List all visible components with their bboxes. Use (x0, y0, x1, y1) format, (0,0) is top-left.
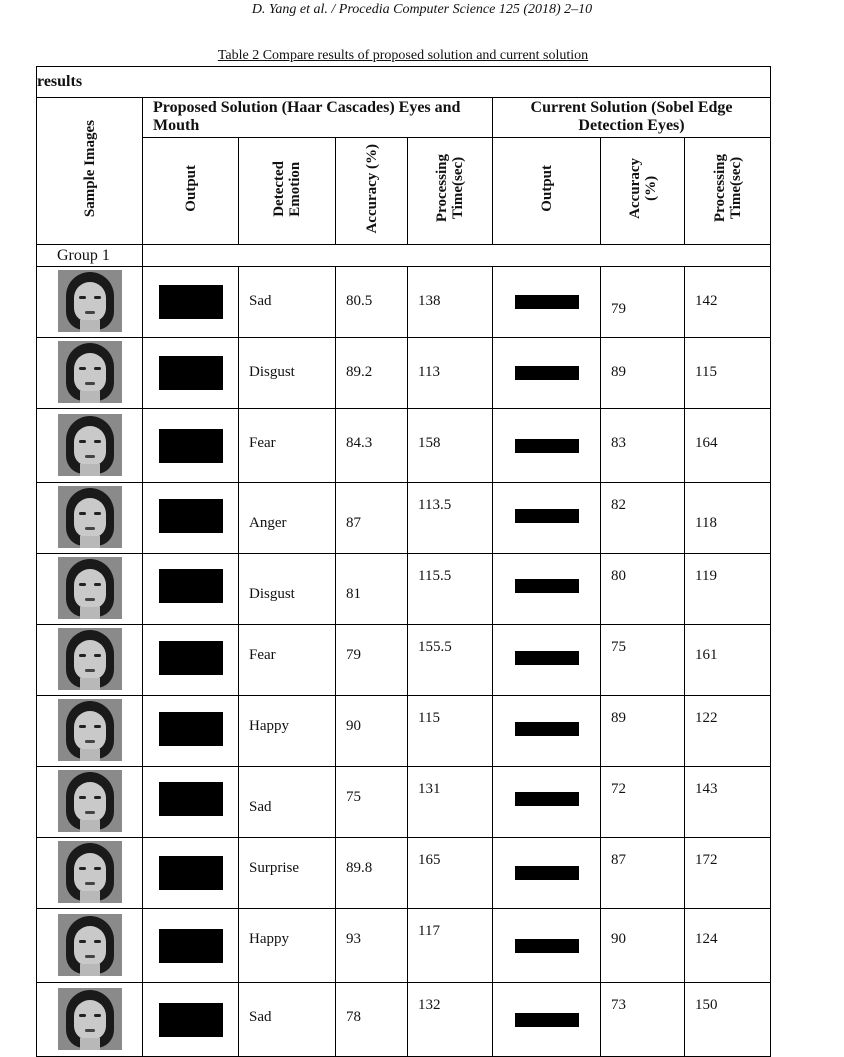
current-processing-time-cell-text: 124 (695, 931, 718, 947)
table-row (37, 909, 771, 983)
sobel-output-image (515, 651, 579, 665)
current-processing-time-cell-text: 172 (695, 852, 718, 868)
current-output-cell (493, 625, 601, 696)
current-accuracy-cell-text: 75 (611, 639, 626, 655)
haar-output-image (159, 782, 223, 816)
current-accuracy-label (627, 158, 659, 219)
accuracy-cell-text: 84.3 (346, 435, 373, 451)
sobel-output-image (515, 722, 579, 736)
sample-face-image (58, 628, 122, 690)
current-output-cell (493, 483, 601, 554)
current-solution-header: Current Solution (Sobel Edge Detection Eyes) (493, 98, 771, 138)
emotion-cell-text: Happy (249, 718, 289, 734)
current-processing-time-cell-text: 118 (695, 515, 717, 531)
proposed-output-cell (143, 767, 239, 838)
proposed-output-cell (143, 267, 239, 338)
haar-output-image (159, 929, 223, 963)
current-processing-time-header (685, 138, 771, 245)
ptime-label-2: Time(sec) (450, 157, 466, 220)
sample-face-image (58, 270, 122, 332)
sample-face-image (58, 414, 122, 476)
processing-time-cell (408, 409, 493, 483)
cur-ptime-label-1: Processing (711, 154, 728, 223)
current-accuracy-cell-text: 80 (611, 568, 626, 584)
current-output-label: Output (538, 165, 555, 212)
sample-image-cell (37, 909, 143, 983)
sample-image-cell (37, 483, 143, 554)
current-accuracy-cell (601, 838, 685, 909)
current-accuracy-cell-text: 83 (611, 435, 626, 451)
current-accuracy-cell (601, 338, 685, 409)
accuracy-cell (336, 483, 408, 554)
current-processing-time-cell (685, 338, 771, 409)
processing-time-cell-text: 158 (418, 435, 441, 451)
cur-ptime-label-2: Time(sec) (727, 157, 744, 220)
current-processing-time-cell (685, 767, 771, 838)
haar-output-image (159, 1003, 223, 1037)
proposed-output-cell (143, 838, 239, 909)
processing-time-cell (408, 983, 493, 1057)
accuracy-cell (336, 983, 408, 1057)
processing-time-cell (408, 483, 493, 554)
haar-output-image (159, 356, 223, 390)
emotion-cell-text: Happy (249, 931, 289, 947)
sample-image-cell (37, 838, 143, 909)
caption-text: Table 2 Compare results of proposed solution and current solution (217, 48, 589, 63)
accuracy-cell-text: 75 (346, 789, 361, 805)
current-accuracy-cell-text: 90 (611, 931, 626, 947)
sobel-output-image (515, 439, 579, 453)
accuracy-cell-text: 90 (346, 718, 361, 734)
sample-image-cell (37, 767, 143, 838)
emotion-cell-text: Disgust (249, 586, 295, 602)
current-processing-time-cell (685, 554, 771, 625)
current-output-cell (493, 554, 601, 625)
accuracy-cell-text: 89.2 (346, 364, 373, 380)
table-row (37, 696, 771, 767)
table-row (37, 409, 771, 483)
emotion-cell-text: Surprise (249, 860, 299, 876)
emotion-cell-text: Sad (249, 1009, 272, 1025)
emotion-cell (239, 338, 336, 409)
current-processing-time-cell (685, 983, 771, 1057)
current-accuracy-cell-text: 73 (611, 997, 626, 1013)
current-processing-time-cell-text: 122 (695, 710, 718, 726)
current-output-cell (493, 909, 601, 983)
current-accuracy-cell-text: 72 (611, 781, 626, 797)
table-title: results (37, 67, 771, 98)
ptime-label-1: Processing (434, 154, 450, 223)
processing-time-label (434, 154, 466, 222)
table-caption (36, 48, 770, 64)
current-output-header (493, 138, 601, 245)
proposed-solution-header: Proposed Solution (Haar Cascades) Eyes and Mouth (143, 98, 493, 138)
current-processing-time-label (712, 154, 744, 222)
emotion-cell-text: Sad (249, 293, 272, 309)
sample-face-image (58, 486, 122, 548)
sobel-output-image (515, 1013, 579, 1027)
processing-time-cell-text: 115 (418, 710, 440, 726)
accuracy-label: Accuracy (%) (363, 143, 380, 234)
current-accuracy-cell-text: 82 (611, 497, 626, 513)
proposed-output-cell (143, 338, 239, 409)
sample-face-image (58, 770, 122, 832)
proposed-output-cell (143, 409, 239, 483)
emotion-cell (239, 983, 336, 1057)
table-row (37, 483, 771, 554)
proposed-output-cell (143, 554, 239, 625)
sample-face-image (58, 841, 122, 903)
sample-face-image (58, 699, 122, 761)
haar-output-image (159, 641, 223, 675)
current-output-cell (493, 838, 601, 909)
emotion-label-1: Detected (271, 160, 287, 217)
emotion-cell (239, 767, 336, 838)
table-row (37, 983, 771, 1057)
current-accuracy-cell (601, 696, 685, 767)
current-processing-time-cell (685, 267, 771, 338)
processing-time-cell-text: 117 (418, 923, 440, 939)
sample-face-image (58, 341, 122, 403)
current-output-cell (493, 267, 601, 338)
haar-output-image (159, 569, 223, 603)
current-output-cell (493, 696, 601, 767)
processing-time-header (408, 138, 493, 245)
processing-time-cell (408, 696, 493, 767)
table-row (37, 838, 771, 909)
current-accuracy-header (601, 138, 685, 245)
results-table (36, 66, 771, 1057)
sample-image-cell (37, 409, 143, 483)
accuracy-cell (336, 625, 408, 696)
processing-time-cell-text: 132 (418, 997, 441, 1013)
accuracy-cell-text: 87 (346, 515, 361, 531)
accuracy-cell (336, 554, 408, 625)
current-processing-time-cell (685, 409, 771, 483)
cur-acc-label-1: Accuracy (626, 158, 643, 219)
current-processing-time-cell (685, 483, 771, 554)
emotion-cell (239, 696, 336, 767)
current-processing-time-cell (685, 625, 771, 696)
current-output-cell (493, 983, 601, 1057)
processing-time-cell (408, 554, 493, 625)
current-accuracy-cell-text: 89 (611, 364, 626, 380)
current-processing-time-cell-text: 164 (695, 435, 718, 451)
haar-output-image (159, 429, 223, 463)
proposed-output-cell (143, 696, 239, 767)
output-label: Output (182, 165, 199, 212)
accuracy-cell-text: 78 (346, 1009, 361, 1025)
sample-face-image (58, 557, 122, 619)
processing-time-cell (408, 625, 493, 696)
processing-time-cell (408, 838, 493, 909)
group-label: Group 1 (37, 245, 143, 267)
current-accuracy-cell-text: 87 (611, 852, 626, 868)
current-processing-time-cell-text: 142 (695, 293, 718, 309)
haar-output-image (159, 285, 223, 319)
output-header (143, 138, 239, 245)
current-accuracy-cell (601, 983, 685, 1057)
accuracy-cell (336, 838, 408, 909)
sobel-output-image (515, 509, 579, 523)
processing-time-cell (408, 267, 493, 338)
current-accuracy-cell (601, 483, 685, 554)
sobel-output-image (515, 295, 579, 309)
current-processing-time-cell (685, 909, 771, 983)
current-processing-time-cell-text: 161 (695, 647, 718, 663)
current-processing-time-cell (685, 838, 771, 909)
current-accuracy-cell-text: 89 (611, 710, 626, 726)
cur-acc-label-2: (%) (642, 176, 659, 201)
proposed-output-cell (143, 983, 239, 1057)
accuracy-cell-text: 79 (346, 647, 361, 663)
current-accuracy-cell (601, 409, 685, 483)
emotion-cell (239, 909, 336, 983)
processing-time-cell-text: 115.5 (418, 568, 452, 584)
haar-output-image (159, 856, 223, 890)
current-output-cell (493, 409, 601, 483)
sample-image-cell (37, 625, 143, 696)
accuracy-cell-text: 89.8 (346, 860, 373, 876)
current-output-cell (493, 767, 601, 838)
sample-image-cell (37, 696, 143, 767)
accuracy-header (336, 138, 408, 245)
sample-image-cell (37, 267, 143, 338)
current-accuracy-cell-text: 79 (611, 301, 626, 317)
sobel-output-image (515, 866, 579, 880)
sobel-output-image (515, 939, 579, 953)
accuracy-cell (336, 767, 408, 838)
current-accuracy-cell (601, 625, 685, 696)
emotion-label (271, 161, 303, 217)
haar-output-image (159, 712, 223, 746)
accuracy-cell (336, 696, 408, 767)
emotion-cell (239, 483, 336, 554)
sample-image-cell (37, 983, 143, 1057)
emotion-cell (239, 838, 336, 909)
proposed-output-cell (143, 483, 239, 554)
sample-face-image (58, 988, 122, 1050)
accuracy-cell (336, 409, 408, 483)
current-accuracy-cell (601, 767, 685, 838)
running-head: D. Yang et al. / Procedia Computer Science 125 (2018) 2–10 (251, 2, 593, 17)
proposed-output-cell (143, 909, 239, 983)
emotion-cell-text: Fear (249, 647, 276, 663)
processing-time-cell-text: 131 (418, 781, 441, 797)
emotion-cell-text: Disgust (249, 364, 295, 380)
sample-image-cell (37, 554, 143, 625)
table-row (37, 625, 771, 696)
sobel-output-image (515, 579, 579, 593)
proposed-output-cell (143, 625, 239, 696)
current-processing-time-cell-text: 143 (695, 781, 718, 797)
accuracy-cell-text: 93 (346, 931, 361, 947)
sample-face-image (58, 914, 122, 976)
accuracy-cell-text: 81 (346, 586, 361, 602)
emotion-cell-text: Anger (249, 515, 287, 531)
accuracy-cell (336, 267, 408, 338)
current-accuracy-cell (601, 909, 685, 983)
sobel-output-image (515, 366, 579, 380)
sobel-output-image (515, 792, 579, 806)
processing-time-cell-text: 113.5 (418, 497, 452, 513)
emotion-cell-text: Sad (249, 799, 272, 815)
current-accuracy-cell (601, 554, 685, 625)
sample-images-label: Sample Images (81, 119, 98, 218)
current-processing-time-cell-text: 115 (695, 364, 717, 380)
emotion-cell (239, 554, 336, 625)
emotion-header (239, 138, 336, 245)
table-row (37, 267, 771, 338)
emotion-cell (239, 267, 336, 338)
processing-time-cell (408, 909, 493, 983)
current-processing-time-cell-text: 119 (695, 568, 717, 584)
processing-time-cell-text: 138 (418, 293, 441, 309)
processing-time-cell (408, 338, 493, 409)
processing-time-cell-text: 165 (418, 852, 441, 868)
emotion-cell (239, 409, 336, 483)
current-accuracy-cell (601, 267, 685, 338)
table-row (37, 338, 771, 409)
table-row (37, 554, 771, 625)
processing-time-cell-text: 155.5 (418, 639, 452, 655)
emotion-cell (239, 625, 336, 696)
accuracy-cell-text: 80.5 (346, 293, 373, 309)
table-body (37, 267, 771, 1057)
processing-time-cell-text: 113 (418, 364, 440, 380)
current-output-cell (493, 338, 601, 409)
processing-time-cell (408, 767, 493, 838)
table-row (37, 767, 771, 838)
accuracy-cell (336, 909, 408, 983)
sample-images-header (37, 98, 143, 245)
accuracy-cell (336, 338, 408, 409)
emotion-label-2: Emotion (287, 160, 303, 216)
sample-image-cell (37, 338, 143, 409)
haar-output-image (159, 499, 223, 533)
emotion-cell-text: Fear (249, 435, 276, 451)
current-processing-time-cell (685, 696, 771, 767)
current-processing-time-cell-text: 150 (695, 997, 718, 1013)
